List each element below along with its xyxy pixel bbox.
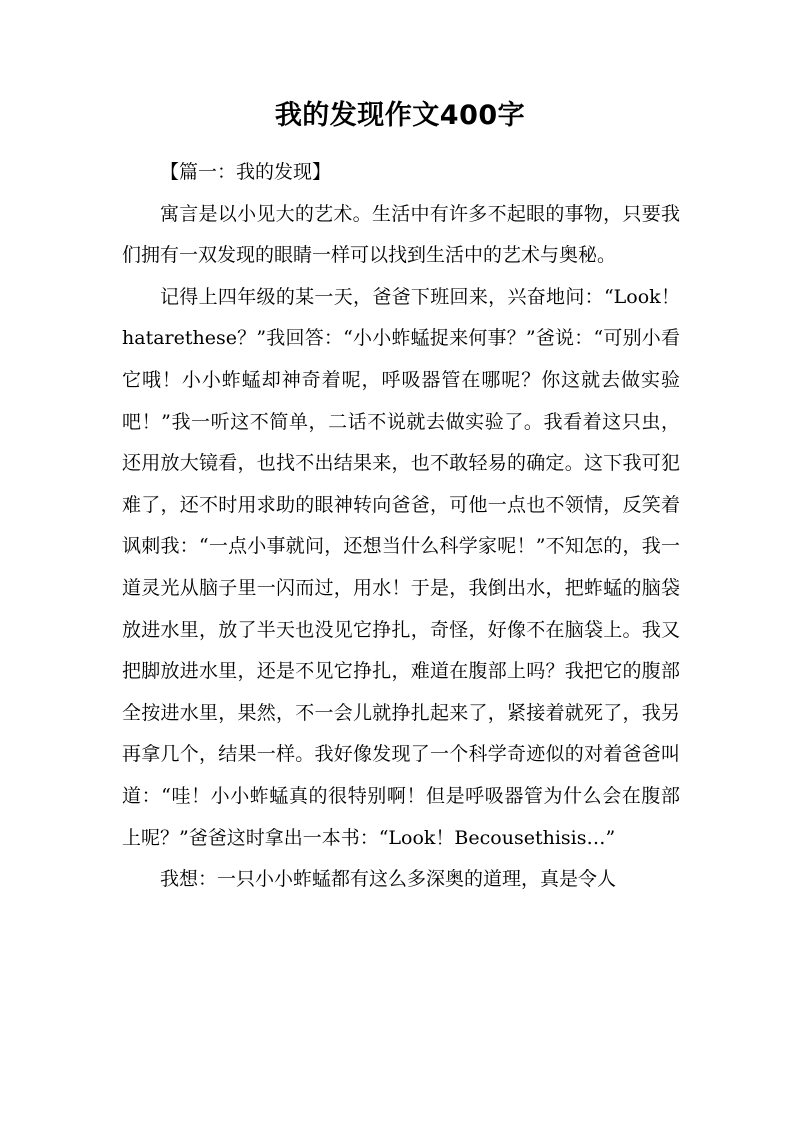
section-heading: 【篇一：我的发现】 (160, 161, 332, 183)
document-body (122, 152, 680, 901)
paragraph-2: 记得上四年级的某一天，爸爸下班回来，兴奋地问：“Look！hatarethese？”我回答：“小小蚱蜢捉来何事？”爸说：“可别小看它哦！小小蚱蜢却神奇着呢，呼吸器管在哪呢？你这就去做实验吧！”我一听这不简单，二话不说就去做实验了。我看着这只虫，还用放大镜看，也找不出结果来，也不敢轻易的确定。这下我可犯难了，还不时用求助的眼神转向爸爸，可他一点也不领情，反笑着讽刺我：“一点小事就问，还想当什么科学家呢！”不知怎的，我一道灵光从脑子里一闪而过，用水！于是，我倒出水，把蚱蜢的脑袋放进水里，放了半天也没见它挣扎，奇怪，好像不在脑袋上。我又把脚放进水里，还是不见它挣扎，难道在腹部上吗？我把它的腹部全按进水里，果然，不一会儿就挣扎起来了，紧接着就死了，我另再拿几个，结果一样。我好像发现了一个科学奇迹似的对着爸爸叫道：“哇！小小蚱蜢真的很特别啊！但是呼吸器管为什么会在腹部上呢？”爸爸这时拿出一本书：“Look！Becousethisis…” (122, 285, 680, 849)
paragraph-3: 我想：一只小小蚱蜢都有这么多深奥的道理，真是令人 (160, 868, 617, 891)
document-title: 我的发现作文400字 (274, 100, 526, 131)
paragraph-1: 寓言是以小见大的艺术。生活中有许多不起眼的事物，只要我们拥有一双发现的眼睛一样可以找到生活中的艺术与奥秘。 (122, 202, 680, 267)
